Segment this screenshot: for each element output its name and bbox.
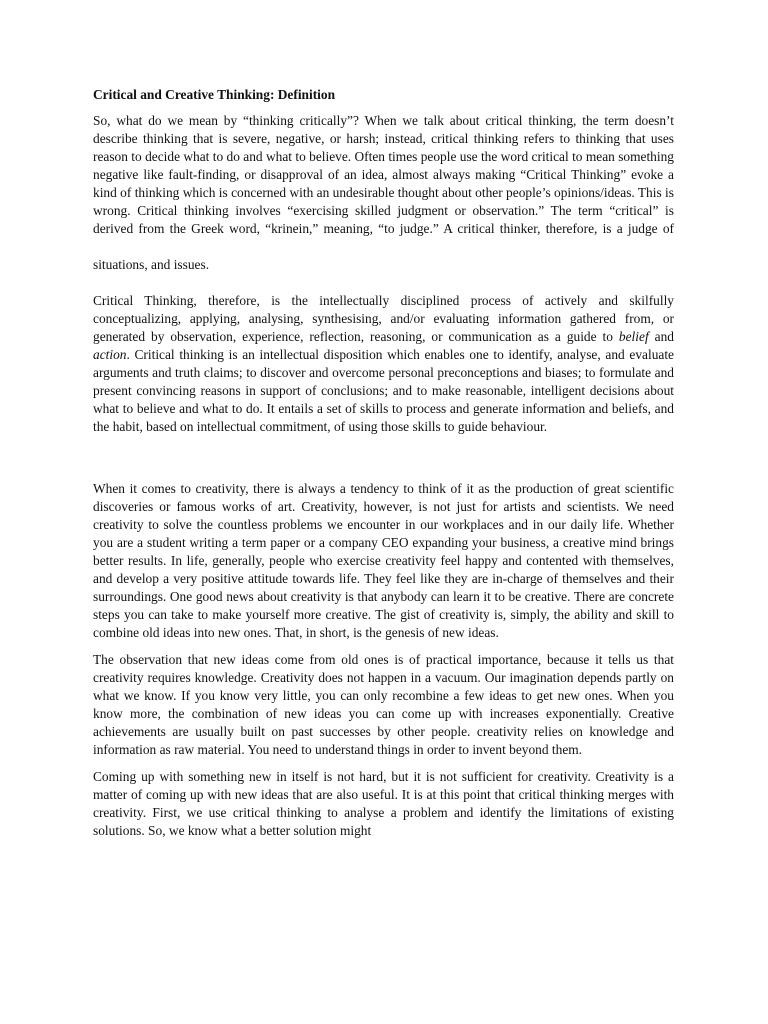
document-page xyxy=(93,86,674,849)
paragraph-critical-thinking-definition xyxy=(93,292,674,436)
paragraph-critical-thinking-intro-end: situations, and issues. xyxy=(93,257,210,272)
emphasis-action: action xyxy=(93,347,127,362)
paragraph-creativity-knowledge: The observation that new ideas come from old ones is of practical importance, because it tells us that creativity requires knowledge. Creativity does not happen in a vacuum. Our imagination depends partly on what we know. If you know very little, you can only recombine a few ideas to get new ones. When you know more, the combination of new ideas you can come up with increases exponentially. Creative achievements are usually built on past successes by other people. creativity relies on knowledge and information as raw material. You need to understand things in order to invent beyond them. xyxy=(93,652,674,757)
paragraph-text-segment: and xyxy=(654,329,674,344)
paragraph-text-segment: . Critical thinking is an intellectual disposition which enables one to identify, analyse, and evaluate arguments and truth claims; to discover and overcome personal preconceptions and biases; to formulate and present convincing reasons in support of conclusions; and to make reasonable, intelligent decisions about what to believe and what to do. It entails a set of skills to process and generate information and beliefs, and the habit, based on intellectual commitment, of using those skills to guide behaviour. xyxy=(93,347,674,434)
document-heading: Critical and Creative Thinking: Definition xyxy=(93,87,336,102)
emphasis-belief: belief xyxy=(618,329,649,344)
paragraph-creativity-intro: When it comes to creativity, there is always a tendency to think of it as the production of great scientific discoveries or famous works of art. Creativity, however, is not just for artists and scientists. We need creativity to solve the countless problems we encounter in our workplaces and in our daily life. Whether you are a student writing a term paper or a company CEO expanding your business, a creative mind brings better results. In life, generally, people who exercise creativity feel happy and contented with themselves, and develop a very positive attitude towards life. They feel like they are in-charge of themselves and their surroundings. One good news about creativity is that anybody can learn it to be creative. There are concrete steps you can take to make yourself more creative. The gist of creativity is, simply, the ability and skill to combine old ideas into new ones. That, in short, is the genesis of new ideas. xyxy=(93,481,674,640)
paragraph-creativity-critical-merge: Coming up with something new in itself is not hard, but it is not sufficient for creativity. Creativity is a matter of coming up with new ideas that are also useful. It is at this point that critical thinking merges with creativity. First, we use critical thinking to analyse a problem and identify the limitations of existing solutions. So, we know what a better solution might xyxy=(93,769,674,838)
paragraph-critical-thinking-intro: So, what do we mean by “thinking critically”? When we talk about critical thinking, the term doesn’t describe thinking that is severe, negative, or harsh; instead, critical thinking refers to thinking that uses reason to decide what to do and what to believe. Often times people use the word critical to mean something negative like fault-finding, or disapproval of an idea, almost always making “Critical Thinking” evoke a kind of thinking which is concerned with an undesirable thought about other people’s opinions/ideas. This is wrong. Critical thinking involves “exercising skilled judgment or observation.” The term “critical” is derived from the Greek word, “krinein,” meaning, “to judge.” A critical thinker, therefore, is a judge of xyxy=(93,113,674,236)
paragraph-text-segment: Critical Thinking, therefore, is the intellectually disciplined process of actively and skilfully conceptualizing, applying, analysing, synthesising, and/or evaluating information gathered from, or generated by observation, experience, reflection, reasoning, or communication as a guide to xyxy=(93,293,674,344)
